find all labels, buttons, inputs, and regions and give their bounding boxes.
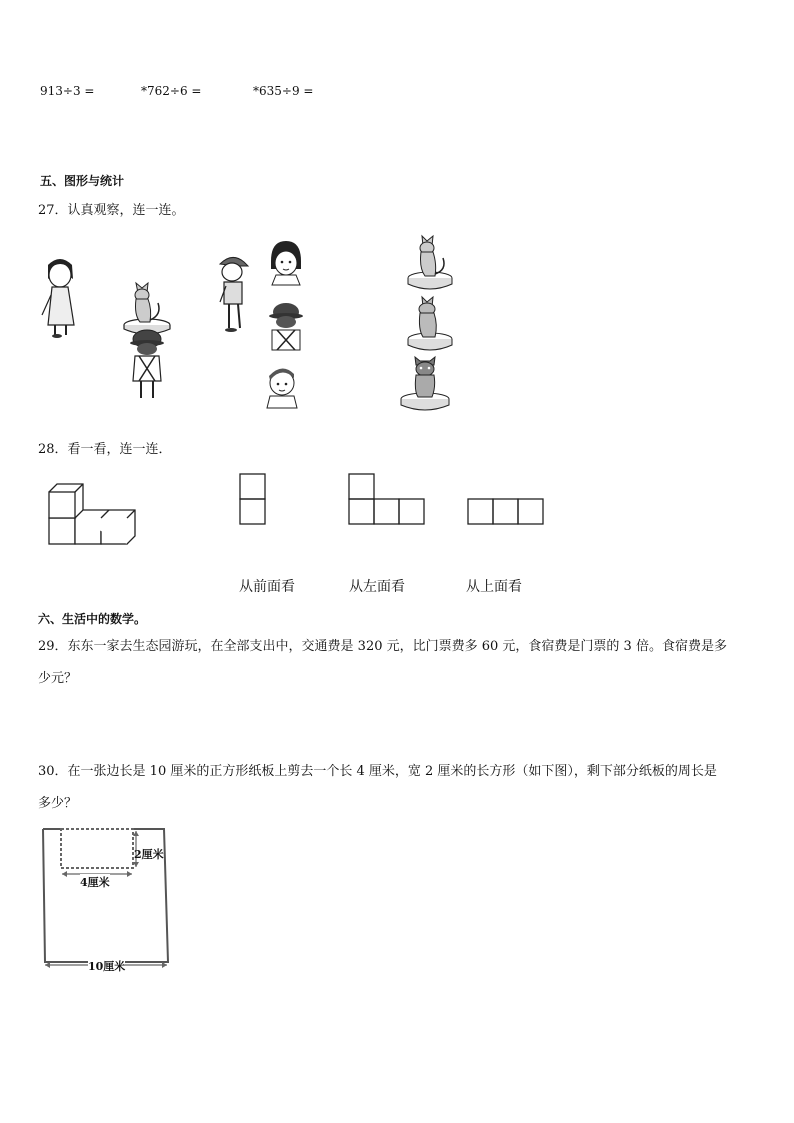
boy-hat-back-illustration	[127, 326, 167, 406]
section-6-title: 六、生活中的数学。	[38, 612, 147, 626]
view-label-top: 从上面看	[466, 579, 522, 595]
width-label: 4厘米	[80, 876, 110, 889]
boy-face-option	[265, 364, 300, 409]
view-option-three-row	[467, 498, 547, 527]
height-label: 2厘米	[134, 848, 164, 861]
calc-1: 913÷3 =	[40, 84, 95, 98]
question-30-line-2: 多少？	[38, 796, 78, 811]
cat-pedestal-back-option	[405, 295, 455, 355]
view-option-two-stacked	[239, 473, 267, 527]
boy-hat-back-option	[266, 300, 306, 352]
question-29-line-1: 29．东东一家去生态园游玩，在全部支出中，交通费是 320 元，比门票费多 60 元，食宿费是门票的 3 倍。食宿费是多	[38, 639, 727, 654]
cat-pedestal-front-option	[398, 355, 452, 415]
cat-pedestal-side-option	[405, 232, 455, 294]
view-label-front: 从前面看	[239, 579, 295, 595]
boy-side-illustration	[212, 252, 257, 337]
calc-3: *635÷9 =	[253, 84, 314, 98]
view-label-left: 从左面看	[349, 579, 405, 595]
question-30-line-1: 30．在一张边长是 10 厘米的正方形纸板上剪去一个长 4 厘米，宽 2 厘米的长方形（如下图），剩下部分纸板的周长是	[38, 764, 717, 779]
cube-solid	[48, 481, 138, 547]
girl-face-option	[266, 239, 306, 287]
side-label: 10厘米	[88, 960, 126, 973]
section-5-title: 五、图形与统计	[40, 174, 125, 188]
girl-illustration	[38, 255, 83, 340]
question-28: 28．看一看，连一连．	[38, 442, 172, 457]
calc-2: *762÷6 =	[141, 84, 202, 98]
question-27: 27．认真观察，连一连。	[38, 203, 185, 218]
view-option-l-shape	[348, 473, 428, 527]
question-29-line-2: 少元？	[38, 671, 78, 686]
